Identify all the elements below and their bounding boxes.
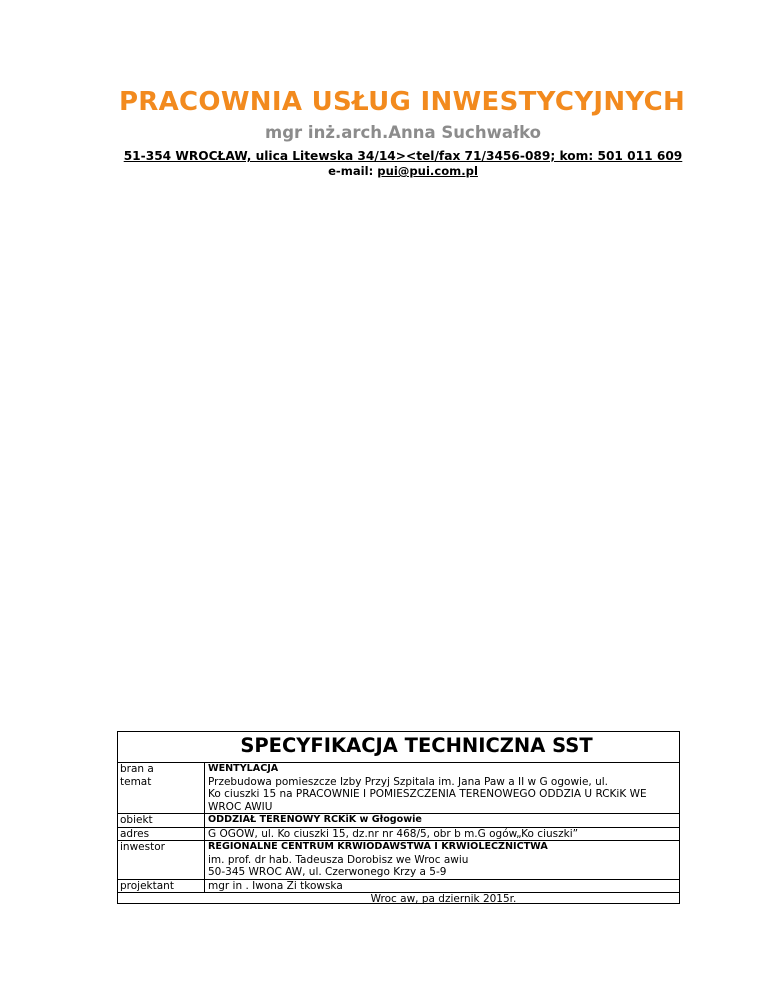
row-value-branza: WENTYLACJA: [205, 763, 680, 776]
row-label-inwestor: inwestor: [118, 841, 205, 880]
row-label-obiekt: obiekt: [118, 814, 205, 828]
spec-table: [118, 762, 679, 906]
table-row: [118, 893, 679, 906]
inwestor-line: im. prof. dr hab. Tadeusza Dorobisz we Wroc awiu: [208, 853, 469, 866]
table-row: [118, 776, 679, 814]
row-value-obiekt: ODDZIAŁ TERENOWY RCKiK w Głogowie: [205, 814, 680, 828]
row-label-projektant: projektant: [118, 879, 205, 893]
spec-title: SPECYFIKACJA TECHNICZNA SST: [240, 734, 593, 757]
email-link[interactable]: pui@pui.com.pl: [377, 164, 478, 178]
row-value-inwestor: [205, 841, 680, 880]
company-address: 51-354 WROCŁAW, ulica Litewska 34/14><tel/fax 71/3456-089; kom: 501 011 609: [123, 149, 683, 163]
temat-line: WROC AWIU: [208, 800, 273, 813]
table-row: [118, 879, 679, 893]
row-value-adres: G OGÓW, ul. Ko ciuszki 15, dz.nr nr 468/5, obr b m.G ogów„Ko ciuszki”: [205, 827, 680, 841]
table-row: [118, 827, 679, 841]
row-label-adres: adres: [118, 827, 205, 841]
company-name: PRACOWNIA USŁUG INWESTYCYJNYCH: [118, 87, 686, 117]
specification-box: [117, 731, 680, 904]
email-line: [38, 164, 768, 179]
inwestor-line: 50-345 WROC AW, ul. Czerwonego Krzy a 5-9: [208, 866, 447, 878]
letterhead: [0, 84, 768, 179]
row-value-temat: [205, 776, 680, 814]
owner-name: mgr inż.arch.Anna Suchwałko: [265, 123, 541, 142]
row-value-projektant: mgr in . Iwona Zi tkowska: [205, 879, 680, 893]
row-label-temat: temat: [118, 776, 205, 814]
temat-line: Ko ciuszki 15 na PRACOWNIE I POMIESZCZENIA TERENOWEGO ODDZIA U RCKiK WE: [208, 788, 647, 800]
inwestor-line: REGIONALNE CENTRUM KRWIODAWSTWA I KRWIOLECZNICTWA: [208, 841, 548, 852]
row-label-branza: bran a: [118, 763, 205, 776]
table-row: [118, 763, 679, 776]
temat-line: Przebudowa pomieszcze Izby Przyj Szpitala im. Jana Paw a II w G ogowie, ul.: [208, 775, 608, 788]
table-row: [118, 841, 679, 880]
email-label: e-mail:: [328, 164, 378, 178]
table-row: [118, 814, 679, 828]
place-date: Wroc aw, pa dziernik 2015r.: [118, 893, 679, 906]
